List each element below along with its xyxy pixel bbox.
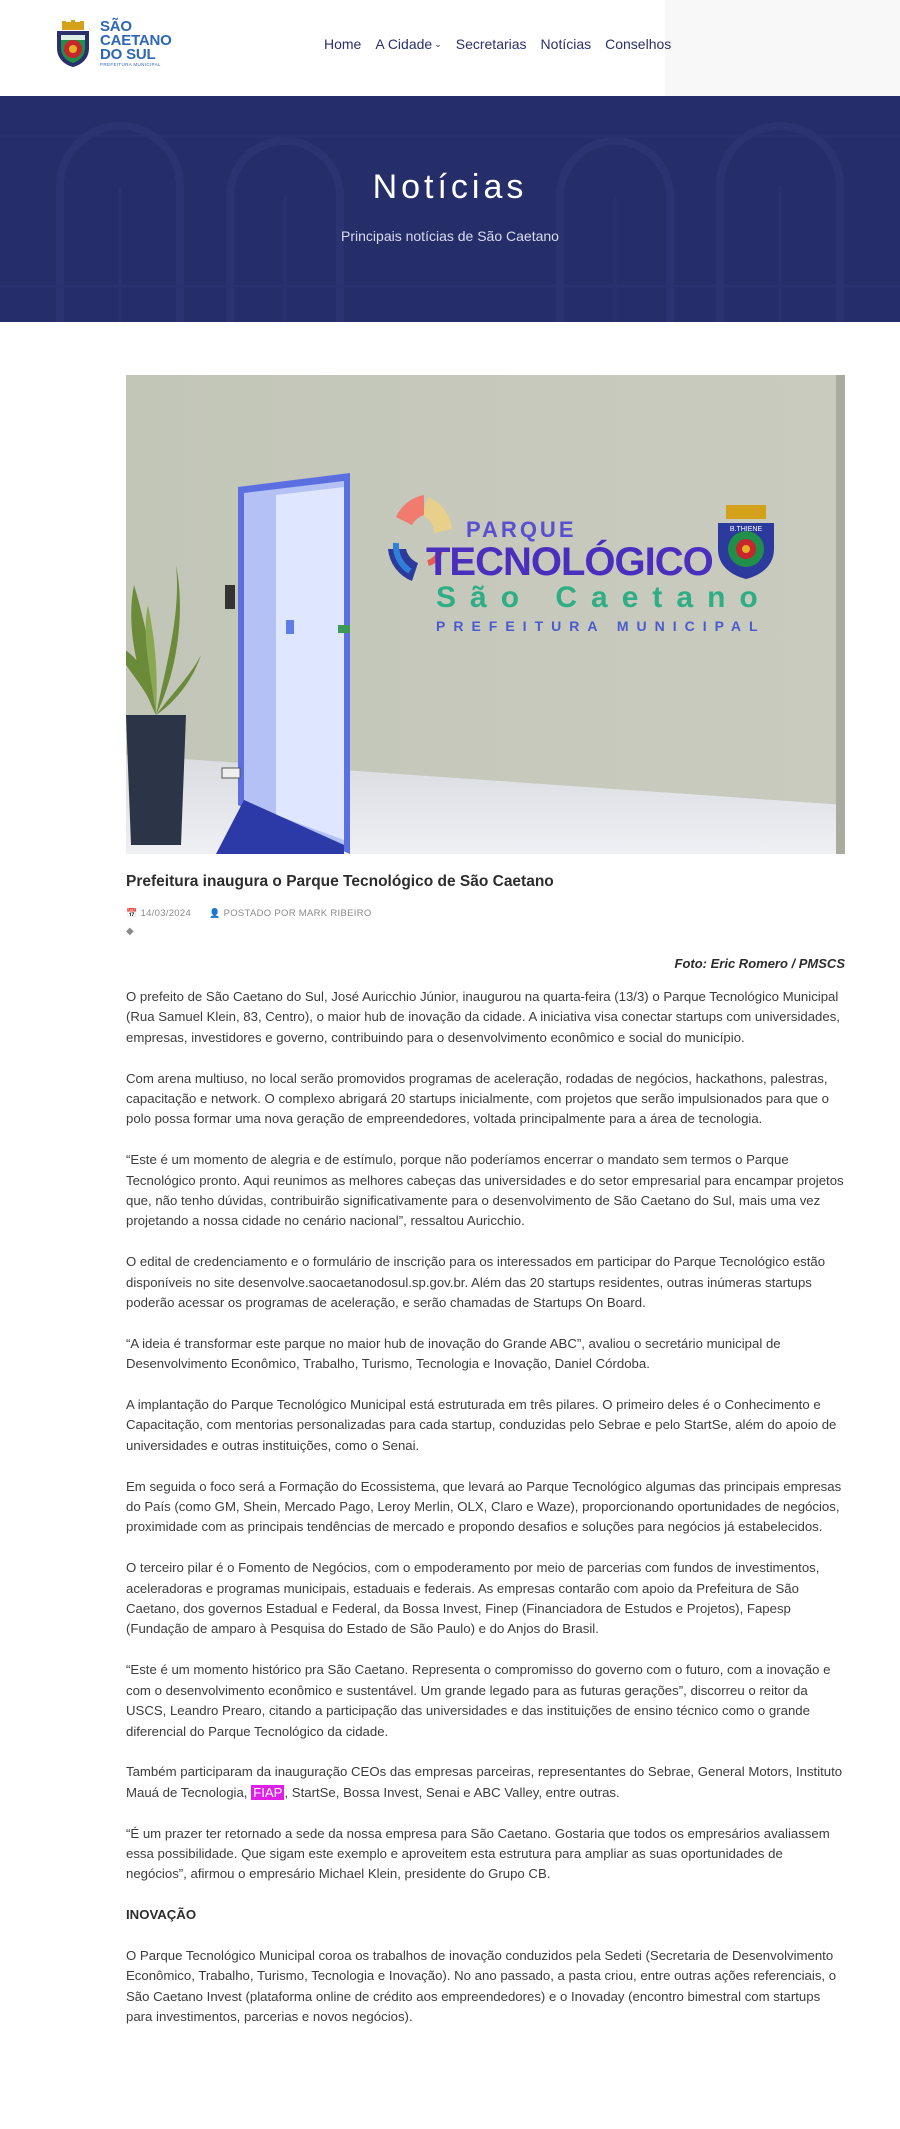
nav-home[interactable]: Home [324,36,362,52]
logo-text [100,20,172,68]
article-date-value: 14/03/2024 [140,908,192,919]
article-paragraph: “A ideia é transformar este parque no maior hub de inovação do Grande ABC”, avaliou o secretário municipal de Desenvolvimento Econômico, Trabalho, Turismo, Tecnologia e Inovação, Daniel Córdoba. [126,1335,781,1372]
sign-word-tecnologico: TECNOLÓGICO [426,540,713,584]
article-paragraph: O Parque Tecnológico Municipal coroa os trabalhos de inovação conduzidos pela Sedeti (Secretaria de Desenvolvimento Econômico, Trabalho, Turismo, Tecnologia e Inovação). No ano passado, a pasta criou, entre outras ações referenciais, o São Caetano Invest (plataforma online de crédito aos empreendedores) e o Inovaday (encontro bimestral com startups para investimentos, parcerias e novos negócios). [126,1947,837,2025]
nav-a-cidade-label: A Cidade [375,36,433,52]
article-paragraph: A implantação do Parque Tecnológico Municipal está estruturada em três pilares. O primeiro deles é o Conhecimento e Capacitação, com mentorias personalizadas para cada startup, conduzidas pelo Sebrae e pelo StartSe, além do apoio de universidades e outras instituições, como o Senai. [126,1397,837,1453]
highlighted-text: FIAP [253,1784,283,1800]
logo-subtitle: PREFEITURA MUNICIPAL [100,62,161,67]
nav-a-cidade[interactable] [375,36,441,52]
calendar-icon: 📅 [126,908,138,918]
header-right-panel [665,0,900,96]
article-paragraph: Em seguida o foco será a Formação do Ecossistema, que levará ao Parque Tecnológico algumas das principais empresas do País (como GM, Shein, Mercado Pago, Leroy Merlin, OLX, Claro e Waze), proporcionando oportunidades de negócios, proximidade com as principais tendências de mercado e propondo desafios e soluções para negócios já estabelecidos. [126,1478,842,1535]
tag-icon[interactable]: ◆ [126,926,134,937]
sign-word-sao-caetano: São Caetano [436,581,772,614]
page-title: Notícias [372,168,528,206]
participants-text-after: , StartSe, Bossa Invest, Senai e ABC Valley, entre outras. [284,1784,620,1800]
article-paragraph: Com arena multiuso, no local serão promovidos programas de aceleração, rodadas de negócios, hackathons, palestras, capacitação e network. O complexo abrigará 20 startups inicialmente, com projetos que serão impulsionados para que o polo possa formar uma nova geração de empreendedores, voltada principalmente para a área de tecnologia. [126,1070,829,1127]
sign-word-parque: PARQUE [466,517,577,542]
article-paragraph: “Este é um momento histórico pra São Caetano. Representa o compromisso do governo com o futuro, com a inovação e com o desenvolvimento econômico e sustentável. Um grande legado para as futuras gerações”, discorreu o reitor da USCS, Leandro Prearo, citando a participação das universidades e das instituições de ensino técnico como o grande diferencial do Parque Tecnológico da cidade. [126,1662,831,1739]
article-paragraph: O prefeito de São Caetano do Sul, José Auricchio Júnior, inaugurou na quarta-feira (13/3) o Parque Tecnológico Municipal (Rua Samuel Klein, 83, Centro), o maior hub de inovação da cidade. A iniciativa visa conectar startups com universidades, empresas, investidores e governo, contribuindo para o desenvolvimento econômico e social do município. [126,989,840,1045]
sign-seal-text: B.THIENE [729,526,763,533]
article-date [126,908,191,919]
article-paragraph: “Este é um momento de alegria e de estímulo, porque não poderíamos encerrar o mandato sem termos o Parque Tecnológico pronto. Aqui reunimos as melhores cabeças das universidades e do setor empresarial para encampar projetos que, não tenho dúvidas, contribuirão significativamente para o desenvolvimento de São Caetano do Sul, mais uma vez projetando a nossa cidade no cenário nacional”, ressaltou Auricchio. [126,1152,844,1229]
article-paragraph: “É um prazer ter retornado a sede da nossa empresa para São Caetano. Gostaria que todos os empresários avaliassem essa possibilidade. Que sigam este exemplo e aproveitem esta estrutura para ampliar as suas oportunidades de negócios”, afirmou o empresário Michael Klein, presidente do Grupo CB. [126,1825,830,1882]
photo-credit: Foto: Eric Romero / PMSCS [674,956,845,971]
nav-conselhos[interactable]: Conselhos [605,36,672,52]
section-heading: INOVAÇÃO [126,1907,197,1923]
nav-noticias[interactable]: Notícias [540,36,592,52]
nav-secretarias[interactable]: Secretarias [455,36,527,52]
hero-background-pattern [0,96,900,322]
article-paragraph: O terceiro pilar é o Fomento de Negócios, com o empoderamento por meio de parcerias com fundos de investimentos, aceleradoras e programas municipais, estaduais e federais. As empresas contarão com apoio da Prefeitura de São Caetano, dos governos Estadual e Federal, da Bossa Invest, Finep (Financiadora de Estudos e Projetos), Fapesp (Fundação de amparo à Pesquisa do Estado de São Paulo) e do Anjos do Brasil. [126,1560,820,1637]
article-featured-image[interactable] [126,375,845,854]
logo-line-1: SÃO [100,18,132,35]
logo-line-2: CAETANO [100,32,172,49]
page-subtitle: Principais notícias de São Caetano [341,228,559,244]
chevron-down-icon: ⌄ [434,38,442,49]
article-author[interactable] [209,908,371,919]
article-paragraph: O edital de credenciamento e o formulário de inscrição para os interessados em participar do Parque Tecnológico estão disponíveis no site desenvolve.saocaetanodosul.sp.gov.br. Além das 20 startups residentes, outras inúmeras startups poderão acessar os programas de aceleração, e serão chamadas de Startups On Board. [126,1254,826,1311]
article-title: Prefeitura inaugura o Parque Tecnológico de São Caetano [126,873,554,890]
participants-text-before: Também participaram da inauguração CEOs das empresas parceiras, representantes do Sebrae, General Motors, Instituto Mauá de Tecnologia, [126,1764,843,1800]
article-body [126,987,845,2048]
logo-line-3: DO SUL [100,46,156,63]
article-paragraph-participants [126,1762,845,1803]
site-logo[interactable] [52,18,172,68]
page-hero [0,96,900,322]
main-nav [324,36,685,52]
article-author-value: POSTADO POR MARK RIBEIRO [223,908,372,919]
site-header [0,0,900,96]
city-seal-icon [52,20,94,68]
user-icon: 👤 [209,908,221,918]
sign-word-prefeitura: PREFEITURA MUNICIPAL [436,618,766,634]
article-meta [126,908,390,919]
